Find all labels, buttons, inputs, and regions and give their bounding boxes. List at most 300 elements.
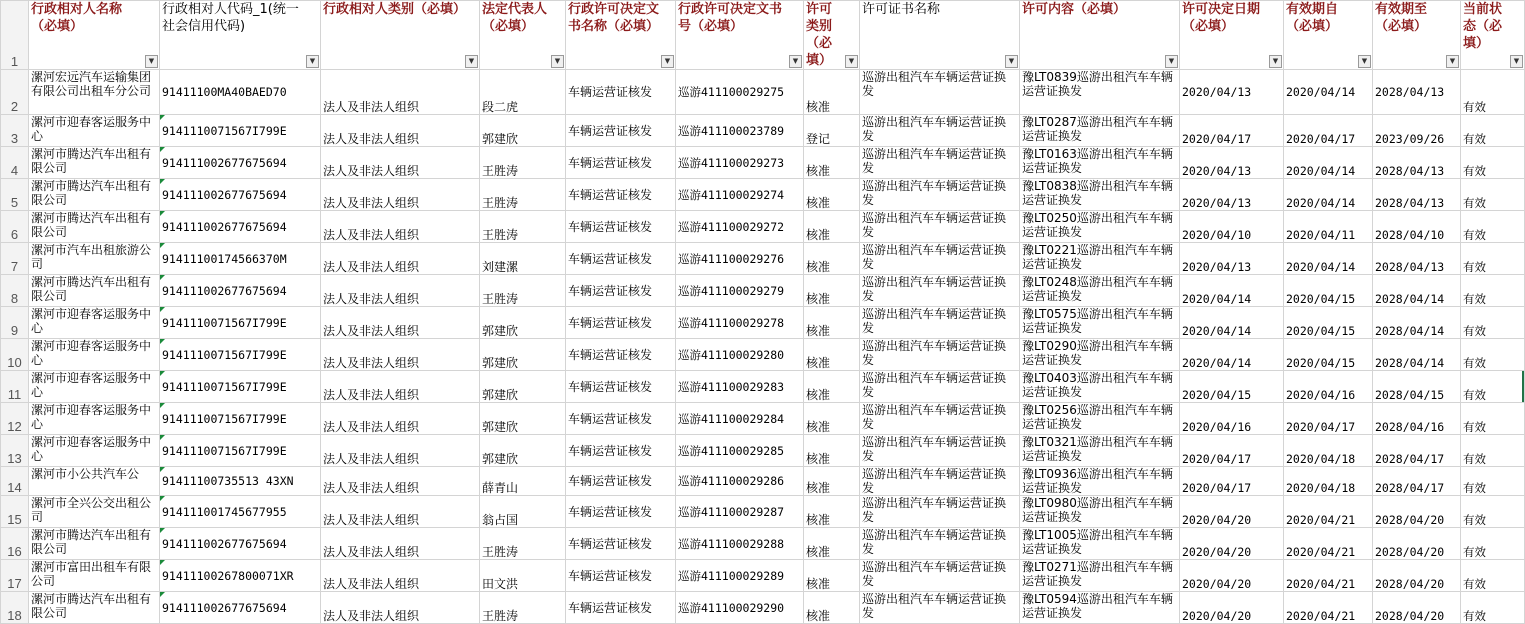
cell-col-legal-rep[interactable]: 郭建欣 (480, 403, 566, 435)
cell-col-name[interactable]: 漯河市腾达汽车出租有限公司 (29, 275, 160, 307)
error-indicator-icon (160, 467, 165, 472)
header-label: 许可决定日期（必填） (1182, 2, 1261, 34)
cell-col-decision-date[interactable]: 2020/04/20 (1180, 560, 1284, 592)
cell-col-valid-to[interactable]: 2028/04/20 (1373, 560, 1461, 592)
cell-col-permit-content[interactable]: 豫LT0575巡游出租汽车车辆运营证换发 (1020, 307, 1180, 339)
cell-col-name[interactable]: 漯河市迎春客运服务中心 (29, 371, 160, 403)
cell-col-status[interactable]: 有效 (1461, 307, 1525, 339)
cell-col-doc-number[interactable]: 巡游411100029280 (676, 339, 804, 371)
cell-col-valid-from[interactable]: 2020/04/14 (1284, 70, 1373, 115)
error-indicator-icon (160, 275, 165, 280)
header-label: 行政许可决定文书名称（必填） (568, 2, 660, 34)
header-label: 法定代表人（必填） (482, 2, 548, 34)
cell-col-doc-name[interactable]: 车辆运营证核发 (566, 435, 676, 467)
cell-col-doc-number[interactable]: 巡游411100029283 (676, 371, 804, 403)
cell-col-status[interactable]: 有效 (1461, 339, 1525, 371)
row-header[interactable]: 18 (1, 592, 29, 624)
cell-col-valid-to[interactable]: 2028/04/14 (1373, 275, 1461, 307)
error-indicator-icon (160, 115, 165, 120)
row-header[interactable]: 11 (1, 371, 29, 403)
cell-col-valid-to[interactable]: 2028/04/14 (1373, 307, 1461, 339)
cell-col-permit-content[interactable]: 豫LT0594巡游出租汽车车辆运营证换发 (1020, 592, 1180, 624)
cell-col-doc-number[interactable]: 巡游411100029284 (676, 403, 804, 435)
cell-col-name[interactable]: 漯河市腾达汽车出租有限公司 (29, 528, 160, 560)
cell-col-cert-name[interactable]: 巡游出租汽车车辆运营证换发 (860, 307, 1020, 339)
cell-col-permit-content[interactable]: 豫LT0271巡游出租汽车车辆运营证换发 (1020, 560, 1180, 592)
cell-col-category[interactable]: 法人及非法人组织 (321, 243, 480, 275)
cell-col-doc-name[interactable]: 车辆运营证核发 (566, 179, 676, 211)
cell-col-category[interactable]: 法人及非法人组织 (321, 339, 480, 371)
cell-col-doc-name[interactable]: 车辆运营证核发 (566, 70, 676, 115)
cell-col-permit-type[interactable]: 核准 (804, 528, 860, 560)
row-header[interactable]: 7 (1, 243, 29, 275)
header-label: 有效期自（必填） (1286, 2, 1339, 34)
cell-col-code[interactable]: 91411100174566370M (160, 243, 321, 275)
error-indicator-icon (160, 147, 165, 152)
cell-col-status[interactable]: 有效 (1461, 147, 1525, 179)
cell-col-doc-number[interactable]: 巡游411100029273 (676, 147, 804, 179)
cell-col-name[interactable]: 漯河市腾达汽车出租有限公司 (29, 147, 160, 179)
table-row (1, 528, 1525, 560)
filter-dropdown-icon[interactable]: ▼ (845, 55, 858, 68)
cell-col-code[interactable]: 9141110071567I799E (160, 371, 321, 403)
cell-col-doc-number[interactable]: 巡游411100029288 (676, 528, 804, 560)
selection-border (1522, 371, 1524, 402)
cell-col-valid-from[interactable]: 2020/04/15 (1284, 307, 1373, 339)
cell-col-code[interactable]: 914111002677675694 (160, 592, 321, 624)
cell-col-legal-rep[interactable]: 刘建漯 (480, 243, 566, 275)
cell-col-valid-from[interactable]: 2020/04/18 (1284, 467, 1373, 496)
filter-dropdown-icon[interactable]: ▼ (1269, 55, 1282, 68)
error-indicator-icon (160, 496, 165, 501)
cell-col-valid-from[interactable]: 2020/04/18 (1284, 435, 1373, 467)
cell-col-doc-number[interactable]: 巡游411100029279 (676, 275, 804, 307)
cell-col-name[interactable]: 漯河市腾达汽车出租有限公司 (29, 211, 160, 243)
cell-col-legal-rep[interactable]: 薛青山 (480, 467, 566, 496)
cell-col-permit-type[interactable]: 核准 (804, 371, 860, 403)
cell-col-status[interactable]: 有效 (1461, 275, 1525, 307)
cell-col-legal-rep[interactable]: 翁占国 (480, 496, 566, 528)
cell-col-cert-name[interactable]: 巡游出租汽车车辆运营证换发 (860, 592, 1020, 624)
row-header[interactable]: 4 (1, 147, 29, 179)
cell-col-decision-date[interactable]: 2020/04/17 (1180, 467, 1284, 496)
cell-col-doc-number[interactable]: 巡游411100029272 (676, 211, 804, 243)
cell-col-doc-name[interactable]: 车辆运营证核发 (566, 467, 676, 496)
cell-col-doc-name[interactable]: 车辆运营证核发 (566, 560, 676, 592)
cell-col-permit-type[interactable]: 核准 (804, 496, 860, 528)
filter-dropdown-icon[interactable]: ▼ (306, 55, 319, 68)
header-col-doc-name[interactable] (566, 1, 676, 70)
cell-col-doc-name[interactable]: 车辆运营证核发 (566, 496, 676, 528)
cell-col-status[interactable]: 有效 (1461, 403, 1525, 435)
cell-col-cert-name[interactable]: 巡游出租汽车车辆运营证换发 (860, 560, 1020, 592)
table-row (1, 496, 1525, 528)
cell-col-cert-name[interactable]: 巡游出租汽车车辆运营证换发 (860, 275, 1020, 307)
cell-col-permit-content[interactable]: 豫LT0321巡游出租汽车车辆运营证换发 (1020, 435, 1180, 467)
cell-col-legal-rep[interactable]: 段二虎 (480, 70, 566, 115)
cell-col-category[interactable]: 法人及非法人组织 (321, 403, 480, 435)
cell-col-category[interactable]: 法人及非法人组织 (321, 179, 480, 211)
header-col-doc-number[interactable] (676, 1, 804, 70)
cell-col-decision-date[interactable]: 2020/04/13 (1180, 243, 1284, 275)
cell-col-doc-name[interactable]: 车辆运营证核发 (566, 528, 676, 560)
cell-col-valid-to[interactable]: 2028/04/10 (1373, 211, 1461, 243)
cell-col-legal-rep[interactable]: 田文洪 (480, 560, 566, 592)
cell-col-category[interactable]: 法人及非法人组织 (321, 371, 480, 403)
cell-col-permit-type[interactable]: 核准 (804, 307, 860, 339)
cell-col-decision-date[interactable]: 2020/04/14 (1180, 275, 1284, 307)
error-indicator-icon (160, 528, 165, 533)
cell-col-cert-name[interactable]: 巡游出租汽车车辆运营证换发 (860, 243, 1020, 275)
cell-col-doc-number[interactable]: 巡游411100029287 (676, 496, 804, 528)
cell-col-permit-type[interactable]: 核准 (804, 592, 860, 624)
header-col-decision-date[interactable] (1180, 1, 1284, 70)
cell-col-legal-rep[interactable]: 郭建欣 (480, 115, 566, 147)
cell-col-cert-name[interactable]: 巡游出租汽车车辆运营证换发 (860, 496, 1020, 528)
cell-col-legal-rep[interactable]: 郭建欣 (480, 371, 566, 403)
cell-col-cert-name[interactable]: 巡游出租汽车车辆运营证换发 (860, 211, 1020, 243)
table-row (1, 339, 1525, 371)
cell-col-doc-name[interactable]: 车辆运营证核发 (566, 403, 676, 435)
cell-col-doc-number[interactable]: 巡游411100029286 (676, 467, 804, 496)
cell-col-legal-rep[interactable]: 王胜涛 (480, 528, 566, 560)
cell-col-decision-date[interactable]: 2020/04/20 (1180, 528, 1284, 560)
table-row (1, 435, 1525, 467)
cell-col-permit-content[interactable]: 豫LT0248巡游出租汽车车辆运营证换发 (1020, 275, 1180, 307)
cell-col-status[interactable]: 有效 (1461, 467, 1525, 496)
cell-col-permit-content[interactable]: 豫LT0839巡游出租汽车车辆运营证换发 (1020, 70, 1180, 115)
cell-col-doc-number[interactable]: 巡游411100029289 (676, 560, 804, 592)
cell-col-permit-type[interactable]: 核准 (804, 339, 860, 371)
error-indicator-icon (160, 339, 165, 344)
cell-col-doc-number[interactable]: 巡游411100029274 (676, 179, 804, 211)
cell-col-status[interactable]: 有效 (1461, 496, 1525, 528)
cell-col-status[interactable]: 有效 (1461, 528, 1525, 560)
cell-col-name[interactable]: 漯河市迎春客运服务中心 (29, 403, 160, 435)
cell-col-name[interactable]: 漯河市迎春客运服务中心 (29, 339, 160, 371)
header-col-legal-rep[interactable] (480, 1, 566, 70)
cell-col-permit-content[interactable]: 豫LT0838巡游出租汽车车辆运营证换发 (1020, 179, 1180, 211)
cell-col-cert-name[interactable]: 巡游出租汽车车辆运营证换发 (860, 70, 1020, 115)
filter-dropdown-icon[interactable]: ▼ (551, 55, 564, 68)
filter-dropdown-icon[interactable]: ▼ (1165, 55, 1178, 68)
error-indicator-icon (160, 211, 165, 216)
row-header[interactable]: 13 (1, 435, 29, 467)
cell-col-status[interactable]: 有效 (1461, 211, 1525, 243)
cell-col-permit-type[interactable]: 核准 (804, 147, 860, 179)
cell-col-valid-to[interactable]: 2028/04/13 (1373, 70, 1461, 115)
header-col-valid-to[interactable] (1373, 1, 1461, 70)
cell-col-cert-name[interactable]: 巡游出租汽车车辆运营证换发 (860, 115, 1020, 147)
cell-col-doc-name[interactable]: 车辆运营证核发 (566, 307, 676, 339)
cell-col-permit-type[interactable]: 核准 (804, 243, 860, 275)
cell-col-doc-name[interactable]: 车辆运营证核发 (566, 211, 676, 243)
cell-col-doc-name[interactable]: 车辆运营证核发 (566, 275, 676, 307)
cell-col-valid-from[interactable]: 2020/04/21 (1284, 496, 1373, 528)
cell-col-code[interactable]: 9141110071567I799E (160, 115, 321, 147)
cell-col-code[interactable]: 914111002677675694 (160, 147, 321, 179)
cell-col-code[interactable]: 9141110071567I799E (160, 435, 321, 467)
cell-col-status[interactable]: 有效 (1461, 435, 1525, 467)
cell-col-legal-rep[interactable]: 王胜涛 (480, 275, 566, 307)
filter-dropdown-icon[interactable]: ▼ (1510, 55, 1523, 68)
cell-col-category[interactable]: 法人及非法人组织 (321, 435, 480, 467)
cell-col-status[interactable]: 有效 (1461, 560, 1525, 592)
filter-dropdown-icon[interactable]: ▼ (661, 55, 674, 68)
cell-col-name[interactable]: 漯河市腾达汽车出租有限公司 (29, 179, 160, 211)
cell-col-decision-date[interactable]: 2020/04/17 (1180, 435, 1284, 467)
cell-col-code[interactable]: 91411100735513 43XN (160, 467, 321, 496)
cell-col-legal-rep[interactable]: 王胜涛 (480, 147, 566, 179)
cell-col-code[interactable]: 914111002677675694 (160, 528, 321, 560)
filter-dropdown-icon[interactable]: ▼ (1358, 55, 1371, 68)
cell-col-cert-name[interactable]: 巡游出租汽车车辆运营证换发 (860, 371, 1020, 403)
cell-col-valid-from[interactable]: 2020/04/17 (1284, 115, 1373, 147)
cell-col-permit-content[interactable]: 豫LT0250巡游出租汽车车辆运营证换发 (1020, 211, 1180, 243)
header-col-code[interactable] (160, 1, 321, 70)
header-col-permit-content[interactable] (1020, 1, 1180, 70)
header-label: 有效期至（必填） (1375, 2, 1428, 34)
header-col-cert-name[interactable] (860, 1, 1020, 70)
header-label: 许可证书名称 (862, 2, 941, 17)
error-indicator-icon (160, 560, 165, 565)
cell-col-valid-from[interactable]: 2020/04/15 (1284, 275, 1373, 307)
cell-col-doc-number[interactable]: 巡游411100029275 (676, 70, 804, 115)
cell-col-legal-rep[interactable]: 王胜涛 (480, 211, 566, 243)
cell-col-doc-number[interactable]: 巡游411100023789 (676, 115, 804, 147)
cell-col-doc-name[interactable]: 车辆运营证核发 (566, 147, 676, 179)
cell-col-valid-to[interactable]: 2028/04/17 (1373, 435, 1461, 467)
row-header[interactable]: 15 (1, 496, 29, 528)
cell-col-code[interactable]: 914111002677675694 (160, 179, 321, 211)
cell-col-category[interactable]: 法人及非法人组织 (321, 467, 480, 496)
cell-col-permit-content[interactable]: 豫LT0290巡游出租汽车车辆运营证换发 (1020, 339, 1180, 371)
row-header[interactable]: 6 (1, 211, 29, 243)
error-indicator-icon (160, 307, 165, 312)
cell-col-category[interactable]: 法人及非法人组织 (321, 115, 480, 147)
row-header[interactable]: 2 (1, 70, 29, 115)
cell-col-permit-content[interactable]: 豫LT0403巡游出租汽车车辆运营证换发 (1020, 371, 1180, 403)
cell-col-decision-date[interactable]: 2020/04/14 (1180, 307, 1284, 339)
cell-col-category[interactable]: 法人及非法人组织 (321, 211, 480, 243)
cell-col-status[interactable]: 有效 (1461, 371, 1525, 403)
row-header[interactable]: 3 (1, 115, 29, 147)
filter-dropdown-icon[interactable]: ▼ (1005, 55, 1018, 68)
filter-dropdown-icon[interactable]: ▼ (145, 55, 158, 68)
cell-col-valid-from[interactable]: 2020/04/21 (1284, 528, 1373, 560)
cell-col-category[interactable]: 法人及非法人组织 (321, 496, 480, 528)
cell-col-status[interactable]: 有效 (1461, 243, 1525, 275)
cell-col-decision-date[interactable]: 2020/04/16 (1180, 403, 1284, 435)
header-col-category[interactable] (321, 1, 480, 70)
cell-col-doc-number[interactable]: 巡游411100029278 (676, 307, 804, 339)
cell-col-legal-rep[interactable]: 郭建欣 (480, 339, 566, 371)
table-row (1, 70, 1525, 115)
cell-col-permit-content[interactable]: 豫LT0221巡游出租汽车车辆运营证换发 (1020, 243, 1180, 275)
header-label: 许可类别（必填） (806, 2, 833, 68)
cell-col-valid-from[interactable]: 2020/04/11 (1284, 211, 1373, 243)
cell-col-decision-date[interactable]: 2020/04/13 (1180, 70, 1284, 115)
cell-col-valid-to[interactable]: 2028/04/13 (1373, 179, 1461, 211)
cell-col-status[interactable]: 有效 (1461, 70, 1525, 115)
cell-col-legal-rep[interactable]: 王胜涛 (480, 179, 566, 211)
cell-col-cert-name[interactable]: 巡游出租汽车车辆运营证换发 (860, 403, 1020, 435)
cell-col-cert-name[interactable]: 巡游出租汽车车辆运营证换发 (860, 179, 1020, 211)
cell-col-valid-from[interactable]: 2020/04/16 (1284, 371, 1373, 403)
cell-col-category[interactable]: 法人及非法人组织 (321, 275, 480, 307)
row-header[interactable]: 14 (1, 467, 29, 496)
cell-col-valid-to[interactable]: 2023/09/26 (1373, 115, 1461, 147)
cell-col-category[interactable]: 法人及非法人组织 (321, 560, 480, 592)
filter-dropdown-icon[interactable]: ▼ (1446, 55, 1459, 68)
cell-col-category[interactable]: 法人及非法人组织 (321, 528, 480, 560)
cell-col-name[interactable]: 漯河市富田出租车有限公司 (29, 560, 160, 592)
cell-col-doc-name[interactable]: 车辆运营证核发 (566, 371, 676, 403)
cell-col-doc-name[interactable]: 车辆运营证核发 (566, 592, 676, 624)
cell-col-valid-to[interactable]: 2028/04/20 (1373, 496, 1461, 528)
cell-col-cert-name[interactable]: 巡游出租汽车车辆运营证换发 (860, 147, 1020, 179)
error-indicator-icon (160, 179, 165, 184)
row-header[interactable]: 17 (1, 560, 29, 592)
cell-col-code[interactable]: 9141110071567I799E (160, 339, 321, 371)
cell-col-doc-name[interactable]: 车辆运营证核发 (566, 339, 676, 371)
cell-col-permit-type[interactable]: 核准 (804, 70, 860, 115)
cell-col-permit-content[interactable]: 豫LT0163巡游出租汽车车辆运营证换发 (1020, 147, 1180, 179)
cell-col-name[interactable]: 漯河市汽车出租旅游公司 (29, 243, 160, 275)
cell-col-code[interactable]: 9141110071567I799E (160, 403, 321, 435)
cell-col-permit-content[interactable]: 豫LT0980巡游出租汽车车辆运营证换发 (1020, 496, 1180, 528)
header-col-name[interactable] (29, 1, 160, 70)
cell-col-decision-date[interactable]: 2020/04/13 (1180, 147, 1284, 179)
row-header[interactable]: 9 (1, 307, 29, 339)
cell-col-valid-to[interactable]: 2028/04/13 (1373, 243, 1461, 275)
cell-col-name[interactable]: 漯河市全兴公交出租公司 (29, 496, 160, 528)
table-row (1, 371, 1525, 403)
filter-dropdown-icon[interactable]: ▼ (789, 55, 802, 68)
cell-col-permit-type[interactable]: 登记 (804, 115, 860, 147)
header-label: 当前状态（必填） (1463, 2, 1503, 51)
cell-col-status[interactable]: 有效 (1461, 179, 1525, 211)
table-row (1, 403, 1525, 435)
cell-col-name[interactable]: 漯河市腾达汽车出租有限公司 (29, 592, 160, 624)
cell-col-name[interactable]: 漯河市小公共汽车公 (29, 467, 160, 496)
cell-col-decision-date[interactable]: 2020/04/20 (1180, 496, 1284, 528)
cell-col-valid-to[interactable]: 2028/04/13 (1373, 147, 1461, 179)
cell-col-valid-to[interactable]: 2028/04/16 (1373, 403, 1461, 435)
cell-col-category[interactable]: 法人及非法人组织 (321, 592, 480, 624)
cell-col-valid-to[interactable]: 2028/04/14 (1373, 339, 1461, 371)
cell-col-permit-content[interactable]: 豫LT1005巡游出租汽车车辆运营证换发 (1020, 528, 1180, 560)
cell-col-name[interactable]: 漯河市迎春客运服务中心 (29, 435, 160, 467)
cell-col-permit-type[interactable]: 核准 (804, 467, 860, 496)
cell-col-name[interactable]: 漯河市迎春客运服务中心 (29, 115, 160, 147)
cell-col-code[interactable]: 914111001745677955 (160, 496, 321, 528)
cell-col-permit-type[interactable]: 核准 (804, 275, 860, 307)
filter-dropdown-icon[interactable]: ▼ (465, 55, 478, 68)
cell-col-valid-from[interactable]: 2020/04/14 (1284, 243, 1373, 275)
cell-col-permit-type[interactable]: 核准 (804, 435, 860, 467)
cell-col-code[interactable]: 91411100MA40BAED70 (160, 70, 321, 115)
header-label: 行政相对人代码_1(统一社会信用代码) (162, 2, 299, 34)
row-header[interactable]: 16 (1, 528, 29, 560)
cell-col-doc-number[interactable]: 巡游411100029285 (676, 435, 804, 467)
cell-col-valid-from[interactable]: 2020/04/14 (1284, 147, 1373, 179)
header-col-permit-type[interactable] (804, 1, 860, 70)
row-header[interactable]: 10 (1, 339, 29, 371)
cell-col-permit-content[interactable]: 豫LT0287巡游出租汽车车辆运营证换发 (1020, 115, 1180, 147)
cell-col-permit-type[interactable]: 核准 (804, 403, 860, 435)
row-header[interactable]: 1 (1, 1, 29, 70)
error-indicator-icon (160, 435, 165, 440)
cell-col-permit-type[interactable]: 核准 (804, 560, 860, 592)
cell-col-legal-rep[interactable]: 郭建欣 (480, 307, 566, 339)
cell-col-doc-number[interactable]: 巡游411100029276 (676, 243, 804, 275)
cell-col-decision-date[interactable]: 2020/04/17 (1180, 115, 1284, 147)
cell-col-valid-to[interactable]: 2028/04/15 (1373, 371, 1461, 403)
cell-col-valid-to[interactable]: 2028/04/20 (1373, 592, 1461, 624)
cell-col-valid-from[interactable]: 2020/04/14 (1284, 179, 1373, 211)
header-label: 许可内容（必填） (1022, 2, 1127, 17)
cell-col-valid-to[interactable]: 2028/04/20 (1373, 528, 1461, 560)
table-row (1, 307, 1525, 339)
cell-col-category[interactable]: 法人及非法人组织 (321, 147, 480, 179)
header-col-valid-from[interactable] (1284, 1, 1373, 70)
header-col-status[interactable] (1461, 1, 1525, 70)
cell-col-code[interactable]: 9141110071567I799E (160, 307, 321, 339)
cell-col-decision-date[interactable]: 2020/04/10 (1180, 211, 1284, 243)
cell-col-doc-name[interactable]: 车辆运营证核发 (566, 115, 676, 147)
cell-col-doc-name[interactable]: 车辆运营证核发 (566, 243, 676, 275)
cell-col-legal-rep[interactable]: 郭建欣 (480, 435, 566, 467)
row-header[interactable]: 12 (1, 403, 29, 435)
cell-col-status[interactable]: 有效 (1461, 592, 1525, 624)
cell-col-permit-type[interactable]: 核准 (804, 179, 860, 211)
error-indicator-icon (160, 243, 165, 248)
cell-col-status[interactable]: 有效 (1461, 115, 1525, 147)
cell-col-doc-number[interactable]: 巡游411100029290 (676, 592, 804, 624)
cell-col-decision-date[interactable]: 2020/04/15 (1180, 371, 1284, 403)
cell-col-code[interactable]: 914111002677675694 (160, 211, 321, 243)
row-header[interactable]: 8 (1, 275, 29, 307)
cell-col-cert-name[interactable]: 巡游出租汽车车辆运营证换发 (860, 435, 1020, 467)
cell-col-decision-date[interactable]: 2020/04/13 (1180, 179, 1284, 211)
cell-col-permit-type[interactable]: 核准 (804, 211, 860, 243)
cell-col-valid-from[interactable]: 2020/04/21 (1284, 560, 1373, 592)
table-row (1, 243, 1525, 275)
cell-col-permit-content[interactable]: 豫LT0936巡游出租汽车车辆运营证换发 (1020, 467, 1180, 496)
cell-col-decision-date[interactable]: 2020/04/20 (1180, 592, 1284, 624)
cell-col-code[interactable]: 91411100267800071XR (160, 560, 321, 592)
cell-col-valid-from[interactable]: 2020/04/15 (1284, 339, 1373, 371)
cell-col-name[interactable]: 漯河宏远汽车运输集团有限公司出租车分公司 (29, 70, 160, 115)
cell-col-cert-name[interactable]: 巡游出租汽车车辆运营证换发 (860, 467, 1020, 496)
cell-col-valid-from[interactable]: 2020/04/17 (1284, 403, 1373, 435)
cell-col-code[interactable]: 914111002677675694 (160, 275, 321, 307)
cell-col-decision-date[interactable]: 2020/04/14 (1180, 339, 1284, 371)
cell-col-category[interactable]: 法人及非法人组织 (321, 70, 480, 115)
cell-col-legal-rep[interactable]: 王胜涛 (480, 592, 566, 624)
table-row (1, 115, 1525, 147)
cell-col-valid-to[interactable]: 2028/04/17 (1373, 467, 1461, 496)
cell-col-cert-name[interactable]: 巡游出租汽车车辆运营证换发 (860, 528, 1020, 560)
cell-col-cert-name[interactable]: 巡游出租汽车车辆运营证换发 (860, 339, 1020, 371)
cell-col-permit-content[interactable]: 豫LT0256巡游出租汽车车辆运营证换发 (1020, 403, 1180, 435)
cell-col-category[interactable]: 法人及非法人组织 (321, 307, 480, 339)
cell-col-valid-from[interactable]: 2020/04/21 (1284, 592, 1373, 624)
row-header[interactable]: 5 (1, 179, 29, 211)
error-indicator-icon (160, 403, 165, 408)
cell-col-name[interactable]: 漯河市迎春客运服务中心 (29, 307, 160, 339)
